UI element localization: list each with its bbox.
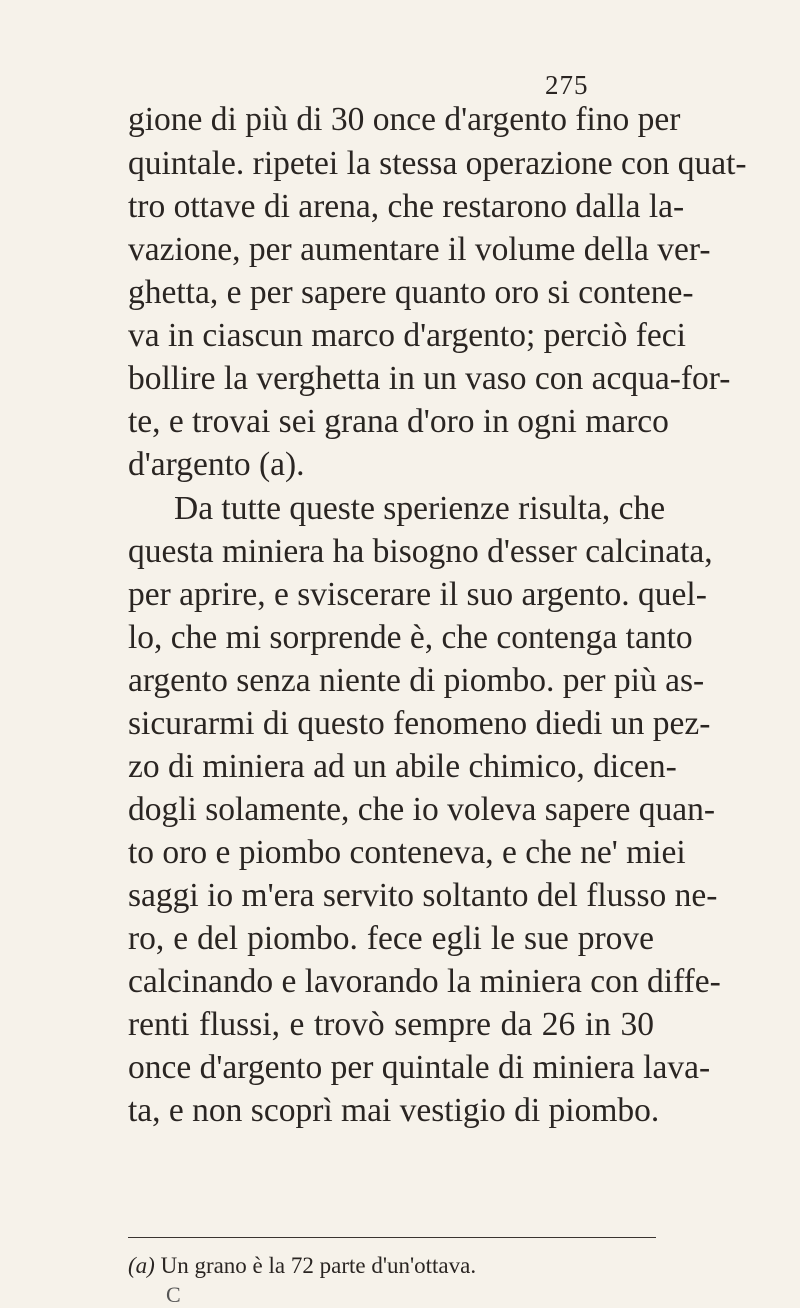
text-line: saggi io m'era servito soltanto del flusso ne- bbox=[128, 877, 718, 914]
text-line: ta, e non scoprì mai vestigio di piombo. bbox=[128, 1092, 660, 1129]
footnote-mark: (a) bbox=[128, 1253, 155, 1278]
text-line: tro ottave di arena, che restarono dalla la- bbox=[128, 188, 685, 225]
text-line: quintale. ripetei la stessa operazione con quat- bbox=[128, 145, 747, 182]
text-line: Da tutte queste sperienze risulta, che bbox=[174, 490, 666, 527]
text-line: bollire la verghetta in un vaso con acqua-for- bbox=[128, 360, 731, 397]
text-line: te, e trovai sei grana d'oro in ogni marco bbox=[128, 403, 669, 440]
text-line: vazione, per aumentare il volume della ver- bbox=[128, 231, 711, 268]
text-line: once d'argento per quintale di miniera lava- bbox=[128, 1049, 711, 1086]
text-line: renti flussi, e trovò sempre da 26 in 30 bbox=[128, 1006, 654, 1043]
text-line: argento senza niente di piombo. per più as- bbox=[128, 662, 705, 699]
text-line: va in ciascun marco d'argento; perciò feci bbox=[128, 317, 686, 354]
text-line: questa miniera ha bisogno d'esser calcinata, bbox=[128, 533, 713, 570]
text-line: dogli solamente, che io voleva sapere quan- bbox=[128, 791, 715, 828]
page-number: 275 bbox=[545, 70, 589, 100]
footnote-text: Un grano è la 72 parte d'un'ottava. bbox=[160, 1253, 477, 1278]
footnote bbox=[128, 1252, 668, 1280]
text-line: gione di più di 30 once d'argento fino per bbox=[128, 101, 681, 138]
text-line: per aprire, e sviscerare il suo argento. quel- bbox=[128, 576, 707, 613]
text-line: to oro e piombo conteneva, e che ne' miei bbox=[128, 834, 686, 871]
text-line: sicurarmi di questo fenomeno diedi un pez- bbox=[128, 705, 711, 742]
footnote-divider bbox=[128, 1237, 656, 1238]
text-line: zo di miniera ad un abile chimico, dicen- bbox=[128, 748, 677, 785]
text-line: d'argento (a). bbox=[128, 446, 305, 483]
text-line: lo, che mi sorprende è, che contenga tanto bbox=[128, 619, 693, 656]
signature-mark: C bbox=[166, 1282, 181, 1307]
text-line: ghetta, e per sapere quanto oro si contene- bbox=[128, 274, 694, 311]
text-line: calcinando e lavorando la miniera con diffe- bbox=[128, 963, 721, 1000]
text-line: ro, e del piombo. fece egli le sue prove bbox=[128, 920, 654, 957]
